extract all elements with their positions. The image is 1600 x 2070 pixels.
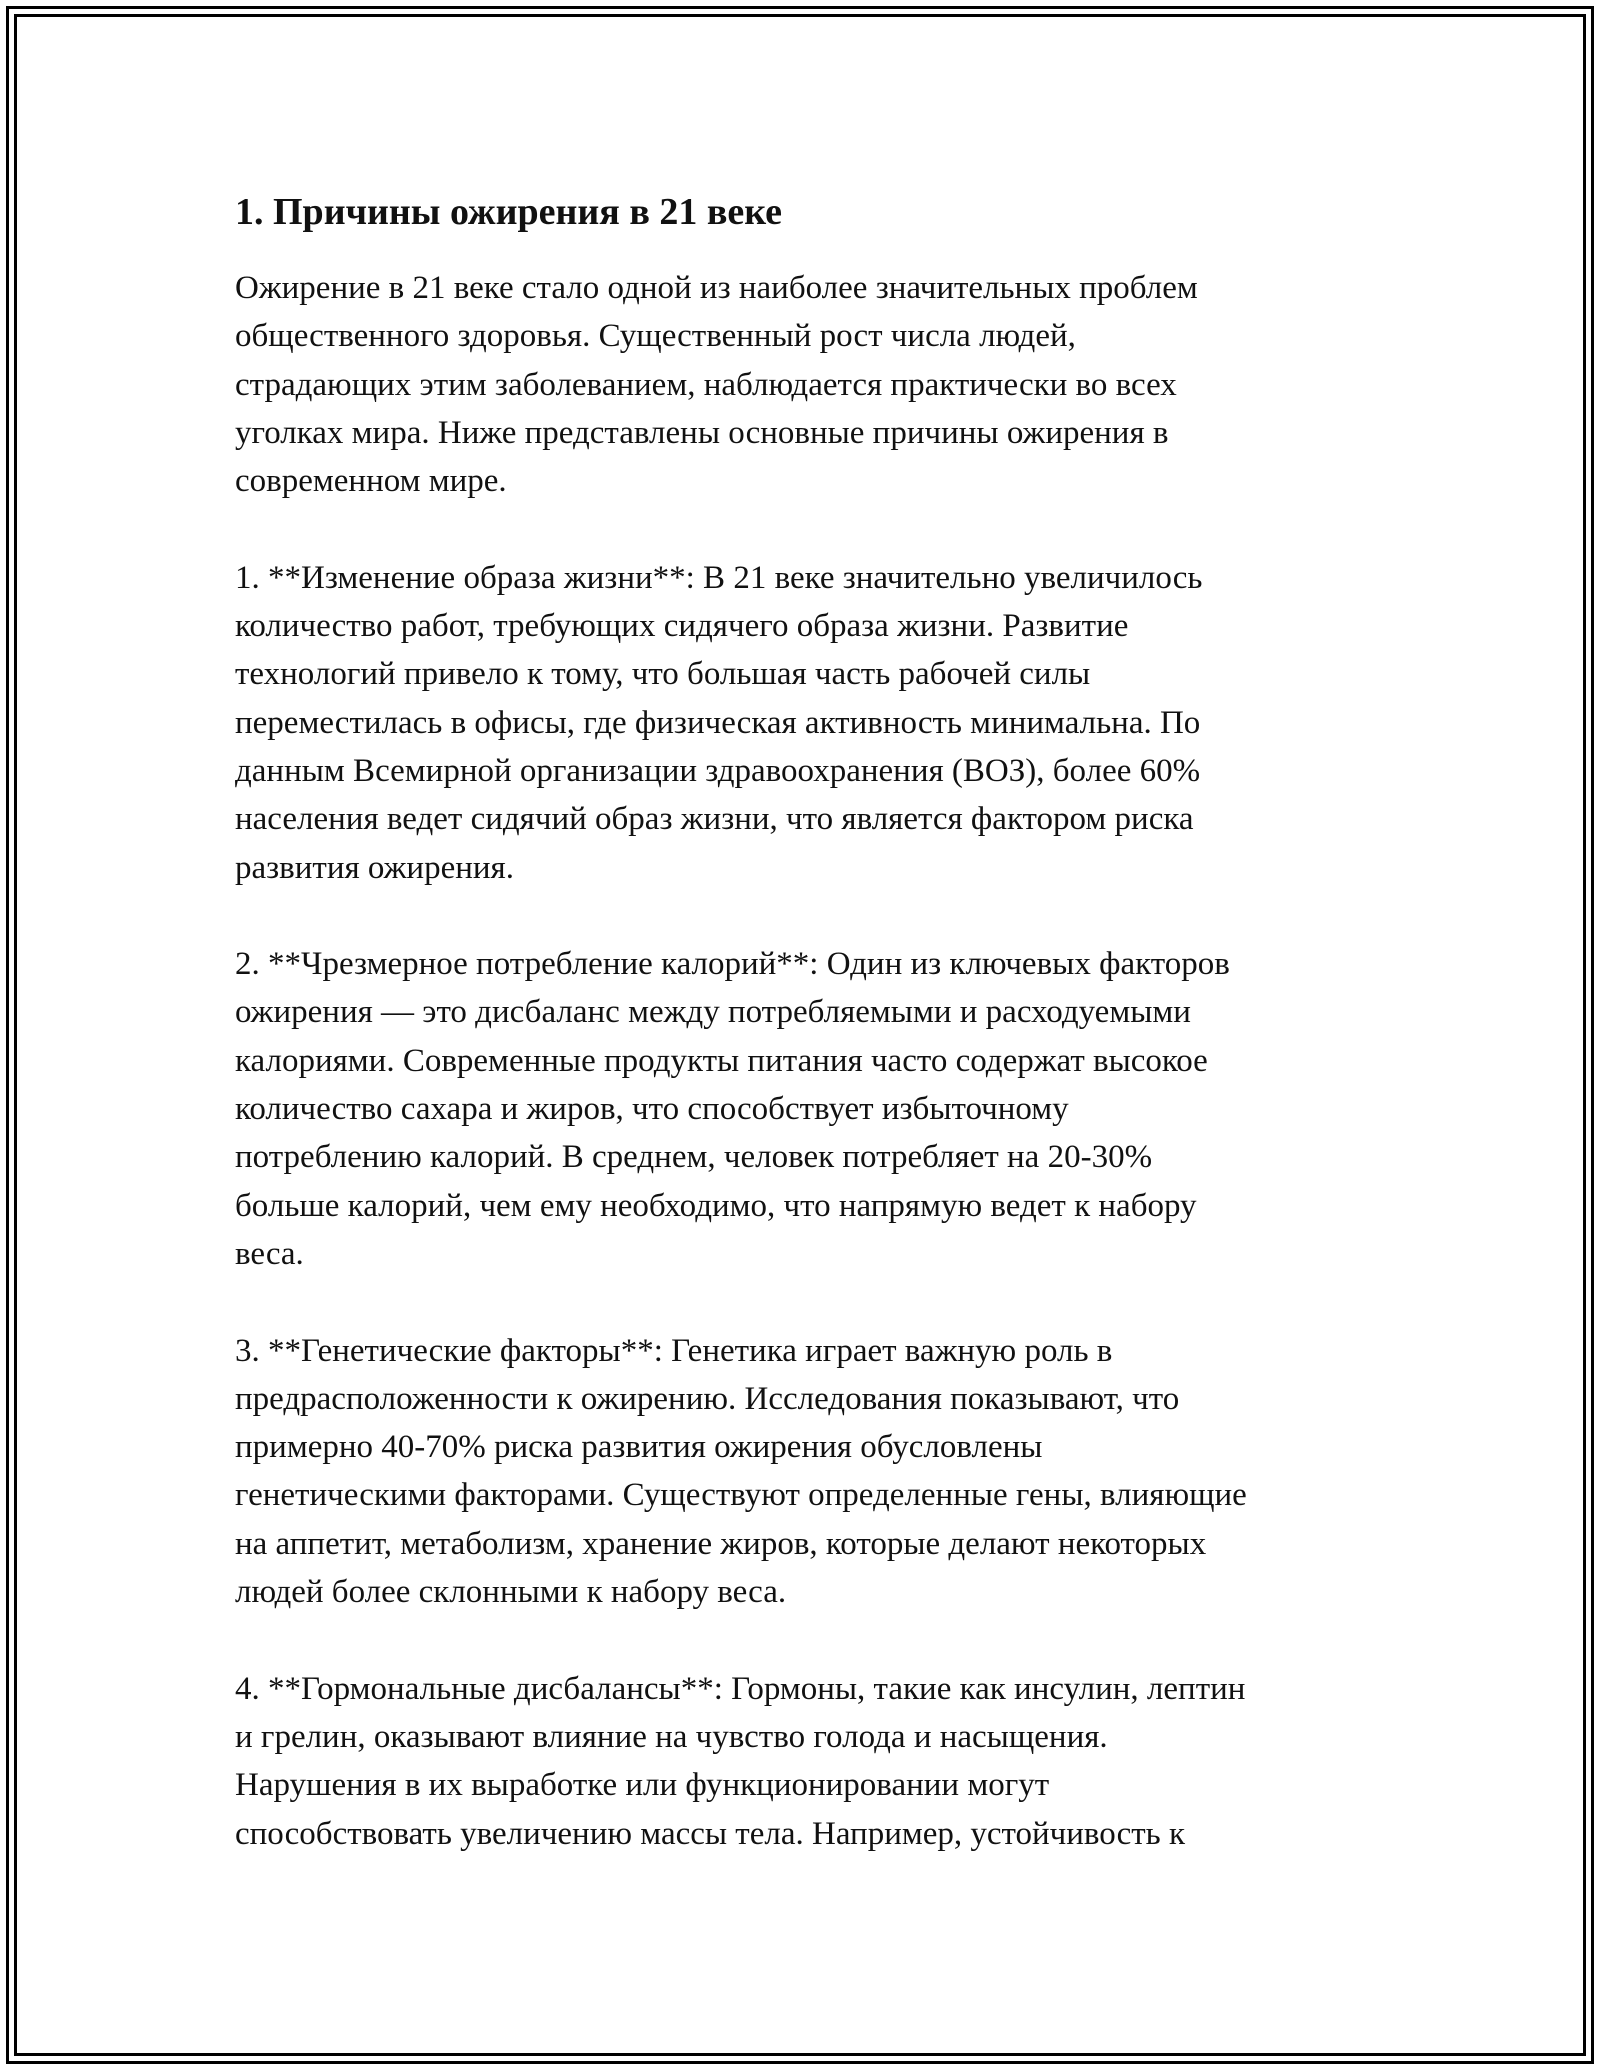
paragraph-line: 1. **Изменение образа жизни**: В 21 веке значительно увеличилось [235, 559, 1203, 596]
paragraph-line: людей более склонными к набору веса. [235, 1574, 787, 1611]
paragraph-line: потреблению калорий. В среднем, человек потребляет на 20-30% [235, 1139, 1153, 1176]
paragraph-line: Ожирение в 21 веке стало одной из наиболее значительных проблем [235, 270, 1198, 306]
hormones-paragraph [235, 1665, 1395, 1858]
paragraph-line: уголках мира. Ниже представлены основные причины ожирения в [235, 414, 1169, 451]
paragraph-line: ожирения — это дисбаланс между потребляемыми и расходуемыми [235, 994, 1191, 1031]
paragraph-line: генетическими факторами. Существуют определенные гены, влияющие [235, 1477, 1247, 1514]
paragraph-line: количество сахара и жиров, что способствует избыточному [235, 1091, 1069, 1128]
paragraph-line: 3. **Генетические факторы**: Генетика играет важную роль в [235, 1332, 1113, 1369]
paragraph-line: количество работ, требующих сидячего образа жизни. Развитие [235, 608, 1129, 645]
paragraph-line: 2. **Чрезмерное потребление калорий**: Один из ключевых факторов [235, 946, 1230, 983]
intro-paragraph [235, 264, 1395, 505]
paragraph-line: данным Всемирной организации здравоохранения (ВОЗ), более 60% [235, 752, 1201, 789]
paragraph-line: Нарушения в их выработке или функционировании могут [235, 1767, 1050, 1804]
paragraph-line: страдающих этим заболеванием, наблюдается практически во всех [235, 366, 1177, 403]
paragraph-line: способствовать увеличению массы тела. Например, устойчивость к [235, 1815, 1186, 1852]
paragraph-line: общественного здоровья. Существенный рост числа людей, [235, 318, 1076, 355]
paragraph-line: веса. [235, 1235, 304, 1272]
paragraph-line: примерно 40-70% риска развития ожирения обусловлены [235, 1429, 1043, 1466]
paragraph-line: и грелин, оказывают влияние на чувство голода и насыщения. [235, 1718, 1108, 1755]
lifestyle-paragraph [235, 554, 1395, 892]
document-body [235, 188, 1395, 1906]
genetics-paragraph [235, 1327, 1395, 1617]
paragraph-line: технологий привело к тому, что большая часть рабочей силы [235, 656, 1091, 693]
paragraph-line: больше калорий, чем ему необходимо, что напрямую ведет к набору [235, 1187, 1197, 1224]
paragraph-line: переместилась в офисы, где физическая активность минимальна. По [235, 704, 1201, 741]
paragraph-line: предрасположенности к ожирению. Исследования показывают, что [235, 1380, 1180, 1417]
paragraph-line: на аппетит, метаболизм, хранение жиров, которые делают некоторых [235, 1525, 1207, 1562]
document-title: 1. Причины ожирения в 21 веке [235, 191, 783, 233]
paragraph-line: 4. **Гормональные дисбалансы**: Гормоны, такие как инсулин, лептин [235, 1670, 1246, 1707]
paragraph-line: современном мире. [235, 463, 507, 500]
calories-paragraph [235, 940, 1395, 1278]
paragraph-line: калориями. Современные продукты питания часто содержат высокое [235, 1042, 1208, 1079]
paragraph-line: развития ожирения. [235, 849, 514, 886]
paragraph-line: населения ведет сидячий образ жизни, что является фактором риска [235, 801, 1194, 838]
